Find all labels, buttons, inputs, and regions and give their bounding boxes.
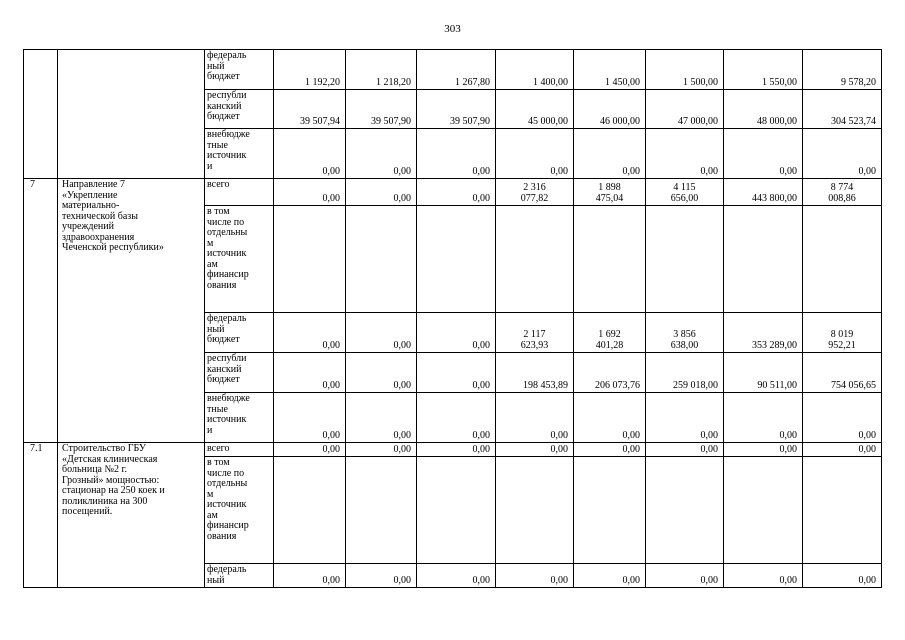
amount-cell: 1 500,00: [646, 50, 724, 90]
amount-cell: 90 511,00: [724, 353, 803, 393]
funding-source-cell: федераль ный: [205, 564, 274, 588]
amount-cell: 1 267,80: [417, 50, 496, 90]
amount-cell: 39 507,94: [274, 90, 346, 129]
amount-cell: 754 056,65: [803, 353, 882, 393]
row-index-cell: [24, 50, 58, 179]
amount-cell: 0,00: [274, 564, 346, 588]
amount-cell: [574, 206, 646, 313]
table-row: [24, 179, 882, 206]
amount-cell: 0,00: [346, 353, 417, 393]
amount-cell: 1 550,00: [724, 50, 803, 90]
amount-cell: 0,00: [803, 564, 882, 588]
amount-cell: 0,00: [496, 129, 574, 179]
amount-cell: 0,00: [574, 564, 646, 588]
amount-cell: 0,00: [346, 393, 417, 443]
table-row: [24, 443, 882, 457]
amount-cell: [646, 206, 724, 313]
amount-cell: 0,00: [724, 443, 803, 457]
activity-name-cell: Направление 7 «Укрепление материально- технической базы учреждений здравоохранения Чеченской республики»: [58, 179, 205, 443]
amount-cell: 304 523,74: [803, 90, 882, 129]
funding-source-cell: в том числе по отдельны м источник ам финансир ования: [205, 206, 274, 313]
amount-cell: [803, 206, 882, 313]
amount-cell: 8 019 952,21: [803, 313, 882, 353]
amount-cell: 0,00: [274, 393, 346, 443]
funding-source-cell: внебюдже тные источник и: [205, 129, 274, 179]
amount-cell: [496, 206, 574, 313]
amount-cell: [574, 457, 646, 564]
amount-cell: [346, 206, 417, 313]
amount-cell: 0,00: [724, 393, 803, 443]
amount-cell: 0,00: [274, 353, 346, 393]
amount-cell: 1 898 475,04: [574, 179, 646, 206]
amount-cell: 0,00: [574, 443, 646, 457]
amount-cell: [346, 457, 417, 564]
amount-cell: 3 856 638,00: [646, 313, 724, 353]
amount-cell: 39 507,90: [417, 90, 496, 129]
amount-cell: 0,00: [417, 443, 496, 457]
amount-cell: 0,00: [803, 129, 882, 179]
amount-cell: 0,00: [646, 564, 724, 588]
amount-cell: 48 000,00: [724, 90, 803, 129]
amount-cell: 259 018,00: [646, 353, 724, 393]
amount-cell: 0,00: [274, 129, 346, 179]
amount-cell: 0,00: [646, 393, 724, 443]
amount-cell: 443 800,00: [724, 179, 803, 206]
amount-cell: [646, 457, 724, 564]
amount-cell: 0,00: [724, 564, 803, 588]
amount-cell: 0,00: [496, 393, 574, 443]
amount-cell: 47 000,00: [646, 90, 724, 129]
activity-name-cell: Строительство ГБУ «Детская клиническая больница №2 г. Грозный» мощностью: стационар на 250 коек и поликлиника на 300 посещений.: [58, 443, 205, 588]
amount-cell: 0,00: [417, 313, 496, 353]
amount-cell: 39 507,90: [346, 90, 417, 129]
amount-cell: 0,00: [417, 393, 496, 443]
amount-cell: 1 450,00: [574, 50, 646, 90]
amount-cell: [417, 457, 496, 564]
amount-cell: 0,00: [646, 443, 724, 457]
amount-cell: 206 073,76: [574, 353, 646, 393]
amount-cell: 0,00: [646, 129, 724, 179]
amount-cell: 1 692 401,28: [574, 313, 646, 353]
amount-cell: 0,00: [724, 129, 803, 179]
amount-cell: 198 453,89: [496, 353, 574, 393]
amount-cell: 0,00: [417, 179, 496, 206]
amount-cell: 0,00: [417, 353, 496, 393]
funding-source-cell: в том числе по отдельны м источник ам финансир ования: [205, 457, 274, 564]
amount-cell: [724, 457, 803, 564]
amount-cell: 0,00: [574, 129, 646, 179]
amount-cell: 0,00: [346, 443, 417, 457]
amount-cell: 0,00: [274, 313, 346, 353]
funding-source-cell: внебюдже тные источник и: [205, 393, 274, 443]
amount-cell: 2 316 077,82: [496, 179, 574, 206]
page-number: 303: [444, 23, 461, 35]
amount-cell: 0,00: [346, 129, 417, 179]
funding-source-cell: федераль ный бюджет: [205, 50, 274, 90]
amount-cell: 4 115 656,00: [646, 179, 724, 206]
amount-cell: 2 117 623,93: [496, 313, 574, 353]
amount-cell: 0,00: [346, 313, 417, 353]
amount-cell: 0,00: [803, 393, 882, 443]
amount-cell: 0,00: [274, 443, 346, 457]
budget-table: [23, 49, 882, 588]
amount-cell: 1 192,20: [274, 50, 346, 90]
amount-cell: 0,00: [274, 179, 346, 206]
row-index-cell: 7: [24, 179, 58, 443]
funding-source-cell: федераль ный бюджет: [205, 313, 274, 353]
amount-cell: 9 578,20: [803, 50, 882, 90]
amount-cell: [417, 206, 496, 313]
amount-cell: [274, 206, 346, 313]
funding-source-cell: всего: [205, 443, 274, 457]
amount-cell: 46 000,00: [574, 90, 646, 129]
funding-source-cell: всего: [205, 179, 274, 206]
amount-cell: 353 289,00: [724, 313, 803, 353]
amount-cell: 0,00: [346, 179, 417, 206]
amount-cell: 0,00: [574, 393, 646, 443]
activity-name-cell: [58, 50, 205, 179]
amount-cell: 0,00: [417, 564, 496, 588]
amount-cell: 1 218,20: [346, 50, 417, 90]
table-row: [24, 50, 882, 90]
funding-source-cell: республи канский бюджет: [205, 353, 274, 393]
amount-cell: [803, 457, 882, 564]
amount-cell: [496, 457, 574, 564]
amount-cell: 0,00: [803, 443, 882, 457]
amount-cell: 0,00: [417, 129, 496, 179]
amount-cell: [274, 457, 346, 564]
amount-cell: 0,00: [496, 443, 574, 457]
amount-cell: 45 000,00: [496, 90, 574, 129]
amount-cell: [724, 206, 803, 313]
funding-source-cell: республи канский бюджет: [205, 90, 274, 129]
row-index-cell: 7.1: [24, 443, 58, 588]
amount-cell: 8 774 008,86: [803, 179, 882, 206]
amount-cell: 0,00: [346, 564, 417, 588]
amount-cell: 0,00: [496, 564, 574, 588]
amount-cell: 1 400,00: [496, 50, 574, 90]
